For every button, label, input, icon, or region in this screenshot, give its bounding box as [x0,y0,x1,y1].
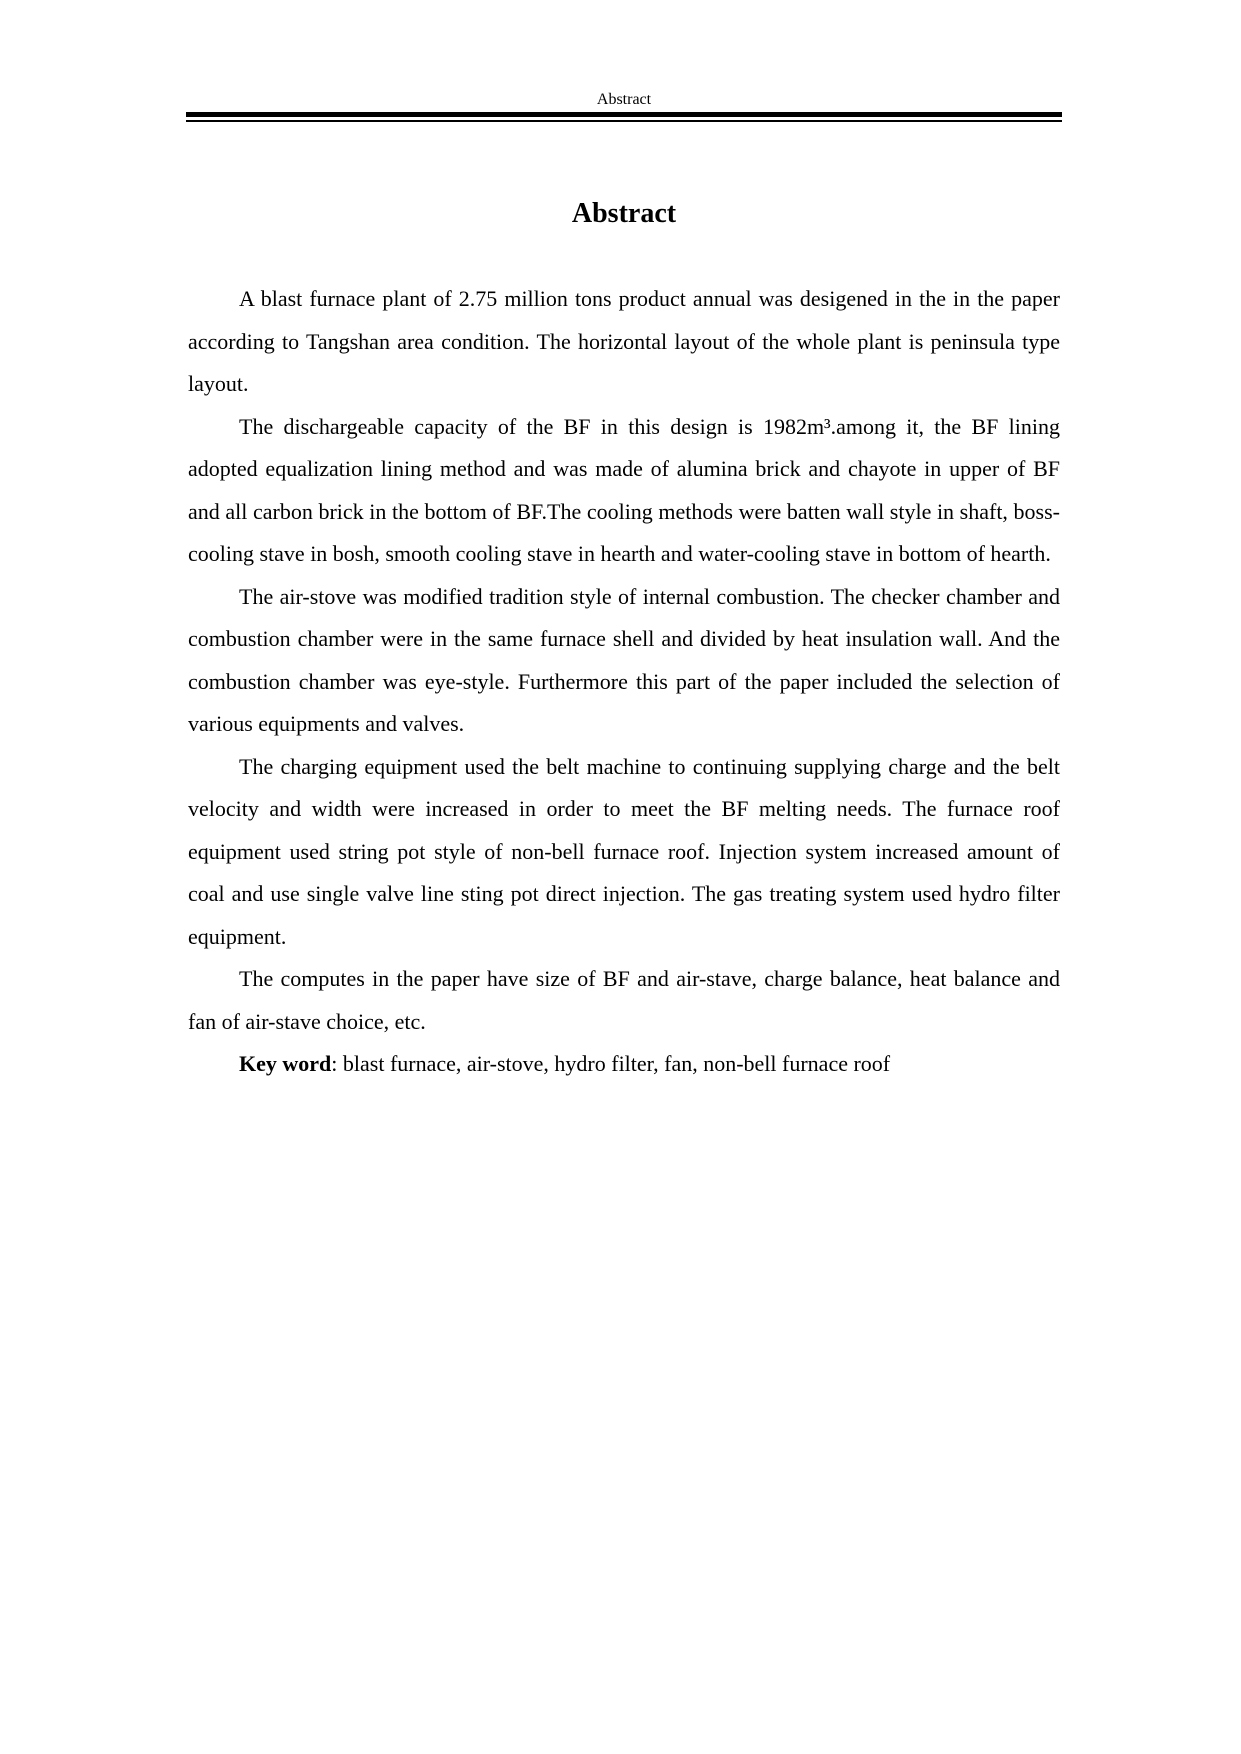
abstract-paragraph-5: The computes in the paper have size of BF and air-stave, charge balance, heat balance and fan of air-stave choice, etc. [188,966,1060,1034]
abstract-body [188,278,1060,1086]
abstract-paragraph-1: A blast furnace plant of 2.75 million tons product annual was desigened in the in the paper according to Tangshan area condition. The horizontal layout of the whole plant is peninsula type layout. [188,286,1060,396]
header-rule-thick [186,112,1062,117]
keywords-text: blast furnace, air-stove, hydro filter, fan, non-bell furnace roof [342,1051,891,1076]
abstract-paragraph-2: The dischargeable capacity of the BF in this design is 1982m³.among it, the BF lining adopted equalization lining method and was made of alumina brick and chayote in upper of BF and all carbon brick in the bottom of BF.The cooling methods were batten wall style in shaft, boss-cooling stave in bosh, smooth cooling stave in hearth and water-cooling stave in bottom of hearth. [188,413,1060,566]
keywords-label: Key word [239,1051,332,1076]
abstract-paragraph-3: The air-stove was modified tradition style of internal combustion. The checker chamber and combustion chamber were in the same furnace shell and divided by heat insulation wall. And the combustion chamber was eye-style. Furthermore this part of the paper included the selection of various equipments and valves. [188,583,1060,736]
header-rule-thin [186,120,1062,122]
keywords-line [188,1043,1060,1086]
keywords-separator: : [331,1051,343,1076]
running-header: Abstract [596,91,652,108]
abstract-paragraph-4: The charging equipment used the belt machine to continuing supplying charge and the belt velocity and width were increased in order to meet the BF melting needs. The furnace roof equipment used string pot style of non-bell furnace roof. Injection system increased amount of coal and use single valve line sting pot direct injection. The gas treating system used hydro filter equipment. [188,753,1060,949]
page-title: Abstract [571,198,677,229]
